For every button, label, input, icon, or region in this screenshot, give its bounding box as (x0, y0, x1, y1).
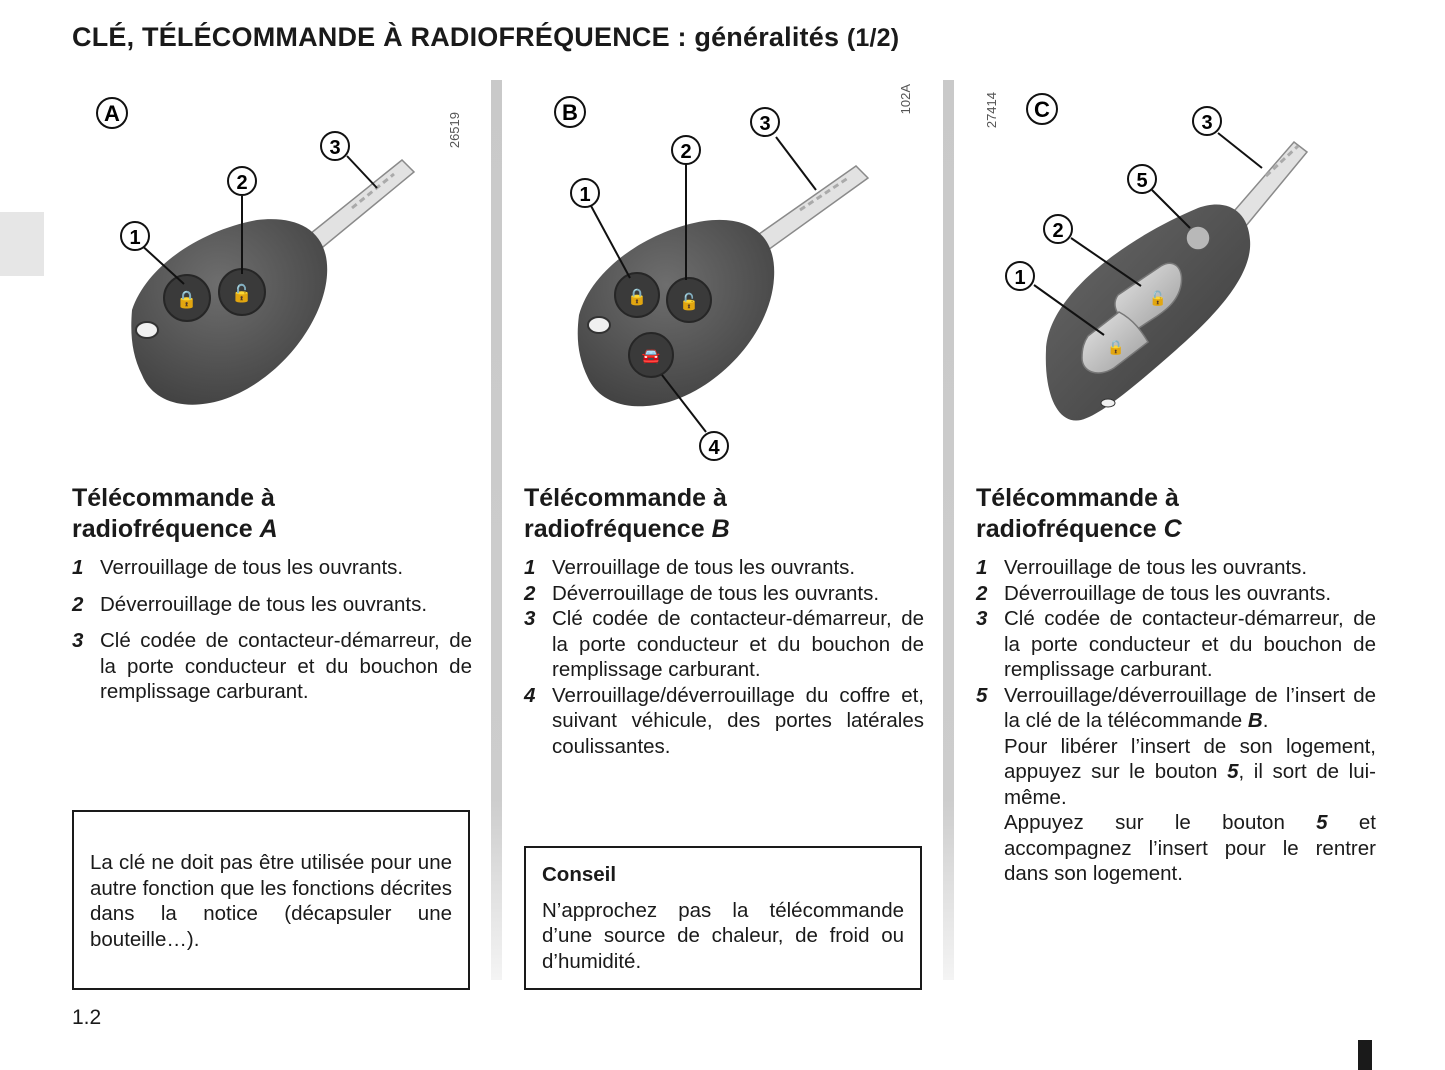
figure-reference: 102A (898, 84, 913, 115)
callout-1 (1006, 262, 1034, 290)
figure-letter-badge (555, 97, 585, 127)
callout-3 (1193, 107, 1221, 135)
advice-title: Conseil (542, 863, 617, 886)
callout-3 (321, 132, 349, 160)
warning-text: La clé ne doit pas être utilisée pour une autre fonction que les fonctions décrites dans la notice (décapsuler une bouteille…). (90, 851, 452, 951)
section-heading: Télécommande à radiofréquence C (976, 484, 1182, 543)
page-title (72, 22, 899, 53)
column-separator (491, 80, 502, 980)
remote-c-figure (976, 80, 1376, 475)
remote-a-illustration (72, 80, 472, 475)
lock-icon: 🔒 (1107, 339, 1125, 355)
column-remote-c (976, 80, 1376, 1000)
svg-text:1: 1 (1014, 267, 1026, 289)
list-item: 3 Clé codée de contacteur-démarreur, de la porte conducteur et du bouchon de remplissage carburant. (524, 607, 924, 681)
leader-line (1218, 133, 1262, 168)
figure-reference: 26519 (447, 112, 462, 149)
page-title-part: (1/2) (846, 24, 900, 52)
page-title-main: CLÉ, TÉLÉCOMMANDE À RADIOFRÉQUENCE : généralités (72, 22, 840, 52)
figure-letter-badge (97, 98, 127, 128)
leader-line (776, 137, 816, 190)
svg-text:2: 2 (1052, 220, 1064, 242)
unlock-icon: 🔓 (679, 294, 699, 311)
callout-3 (751, 108, 779, 136)
remote-b-figure (524, 80, 924, 475)
list-item: 1 Verrouillage de tous les ouvrants. (524, 556, 856, 579)
leader-line (347, 156, 377, 188)
callout-1 (121, 222, 149, 250)
svg-text:1: 1 (129, 227, 141, 249)
list-item: 2 Déverrouillage de tous les ouvrants. (72, 592, 428, 616)
svg-text:2: 2 (236, 172, 248, 194)
list-item: 2 Déverrouillage de tous les ouvrants. (976, 581, 1332, 605)
key-ring-hole (136, 322, 158, 338)
remote-a-figure (72, 80, 472, 475)
callout-2 (672, 136, 700, 164)
column-separator (943, 80, 954, 980)
section-tab (0, 212, 44, 276)
svg-text:4: 4 (708, 437, 720, 459)
section-heading: Télécommande à radiofréquence A (72, 484, 278, 543)
unlock-icon: 🔓 (231, 284, 253, 303)
svg-text:C: C (1034, 97, 1050, 122)
remote-c-illustration (976, 80, 1376, 475)
figure-reference: 27414 (984, 92, 999, 129)
feature-list (524, 555, 924, 759)
svg-text:3: 3 (759, 113, 771, 135)
list-item: 2 Déverrouillage de tous les ouvrants. (524, 581, 880, 605)
svg-text:2: 2 (680, 141, 692, 163)
callout-4 (700, 432, 728, 460)
key-ring-hole (588, 317, 610, 333)
svg-text:3: 3 (1201, 112, 1213, 134)
figure-letter-badge (1027, 94, 1057, 124)
feature-list (72, 555, 472, 716)
unlock-icon: 🔓 (1149, 290, 1167, 306)
callout-2 (228, 167, 256, 195)
list-item: 4 Verrouillage/déverrouillage du coffre et, suivant véhicule, des portes latérales coulissantes. (524, 683, 924, 758)
svg-text:B: B (562, 100, 578, 125)
page-number: 1.2 (72, 1006, 102, 1029)
remote-b-illustration (524, 80, 924, 475)
insert-release-button (1186, 226, 1210, 250)
list-item: 3 Clé codée de contacteur-démarreur, de la porte conducteur et du bouchon de remplissage carburant. (72, 629, 472, 703)
list-item: 3 Clé codée de contacteur-démarreur, de la porte conducteur et du bouchon de remplissage carburant. (976, 607, 1376, 681)
lock-icon: 🔒 (176, 290, 198, 309)
car-trunk-icon: 🚘 (641, 348, 661, 365)
callout-1 (571, 179, 599, 207)
list-item: 1 Verrouillage de tous les ouvrants. (72, 556, 404, 579)
svg-text:1: 1 (579, 184, 591, 206)
callout-5 (1128, 165, 1156, 193)
callout-2 (1044, 215, 1072, 243)
section-heading: Télécommande à radiofréquence B (524, 484, 730, 543)
list-item: 1 Verrouillage de tous les ouvrants. (976, 556, 1308, 579)
feature-list (976, 555, 1376, 887)
key-ring-hole (1101, 399, 1115, 407)
svg-text:A: A (104, 101, 120, 126)
lock-icon: 🔒 (627, 289, 647, 306)
advice-box (524, 846, 922, 990)
warning-box (72, 810, 470, 990)
svg-text:3: 3 (329, 137, 341, 159)
list-item: 5 Verrouillage/déverrouillage de l’insert de la clé de la télécommande B. Pour libérer l’insert de son logement, appuyez sur le bouton 5, il sort de lui-même. Appuyez sur le bouton 5 et accompagnez l’insert pour le rentrer dans son logement. (976, 683, 1376, 885)
advice-text: N’approchez pas la télécommande d’une source de chaleur, de froid ou d’humidité. (542, 898, 904, 973)
svg-text:5: 5 (1136, 170, 1148, 192)
section-marker (1358, 1040, 1372, 1070)
